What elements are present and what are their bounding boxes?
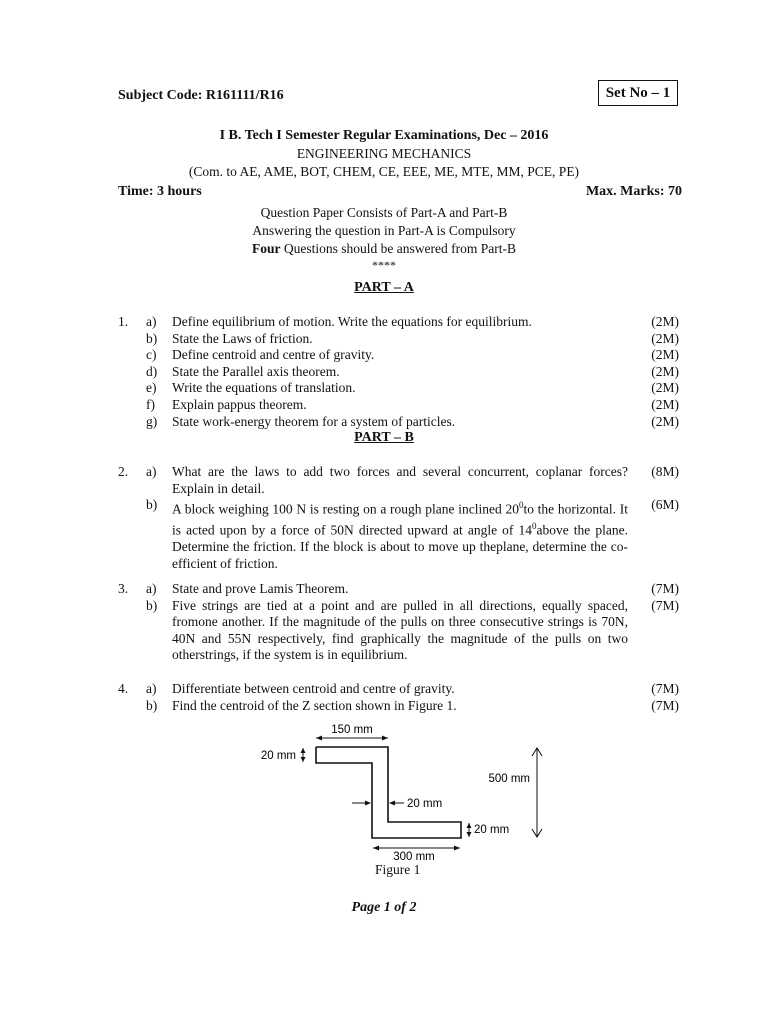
dim-label-web: 20 mm	[407, 798, 443, 810]
question-number: 3.	[118, 581, 129, 596]
arrow-head	[467, 823, 472, 828]
z-section-outline	[316, 747, 461, 838]
arrow-head	[373, 846, 379, 851]
instruction-3-bold: Four	[252, 241, 281, 256]
subject-name: ENGINEERING MECHANICS	[296, 146, 472, 161]
exam-title: I B. Tech I Semester Regular Examinations, Dec – 2016	[219, 128, 549, 143]
item-label: a)	[146, 464, 157, 479]
item-text: Define centroid and centre of gravity.	[172, 347, 375, 362]
item-marks: (2M)	[651, 330, 679, 346]
item-label: b)	[146, 497, 158, 512]
page-number: Page 1 of 2	[351, 900, 417, 915]
arrow-head	[454, 846, 460, 851]
part-a-heading: PART – A	[354, 280, 414, 295]
time-allowed: Time: 3 hours	[118, 184, 202, 199]
item-label: c)	[146, 347, 157, 362]
subject-code: Subject Code: R161111/R16	[118, 88, 284, 103]
item-marks: (2M)	[651, 314, 679, 329]
item-text: Find the centroid of the Z section shown in Figure 1.	[172, 698, 457, 713]
branches-line: (Com. to AE, AME, BOT, CHEM, CE, EEE, ME, MTE, MM, PCE, PE)	[188, 164, 580, 179]
item-marks: (7M)	[651, 681, 679, 696]
max-marks: Max. Marks: 70	[585, 184, 682, 199]
degree-superscript: 0	[518, 500, 524, 510]
dim-label-flange-bottom: 20 mm	[474, 824, 510, 836]
dim-label-top: 150 mm	[331, 724, 373, 736]
item-marks: (2M)	[651, 347, 679, 362]
arrow-head	[316, 736, 322, 741]
dim-label-bottom: 300 mm	[393, 851, 435, 863]
arrow-head	[301, 757, 306, 762]
item-marks: (2M)	[651, 414, 679, 429]
item-text: State and prove Lamis Theorem.	[172, 581, 349, 596]
item-text: Explain pappus theorem.	[172, 397, 307, 412]
item-label: g)	[146, 414, 158, 429]
separator-stars: ****	[372, 258, 396, 272]
arrow-head	[467, 832, 472, 837]
text-segment: to the horizontal. It is acted upon by a force of 50N directed upward at angle of 14	[172, 501, 628, 538]
item-label: b)	[146, 330, 158, 346]
item-label: b)	[146, 698, 158, 713]
item-text: Define equilibrium of motion. Write the equations for equilibrium.	[172, 314, 532, 329]
item-marks: (2M)	[651, 397, 679, 412]
question-number: 1.	[118, 314, 129, 329]
item-text: State the Laws of friction.	[172, 330, 313, 346]
figure-caption: Figure 1	[375, 862, 421, 877]
text-segment: above the plane. Determine the friction. If the block is about to move up theplane, determine the co-efficient of friction.	[172, 522, 628, 571]
arrow-head	[365, 801, 371, 806]
dim-label-height: 500 mm	[488, 773, 530, 785]
text-segment: A block weighing 100 N is resting on a rough plane inclined 20	[172, 501, 519, 517]
arrow-head	[301, 748, 306, 753]
item-marks: (7M)	[651, 698, 679, 713]
item-label: b)	[146, 597, 158, 613]
item-text: State the Parallel axis theorem.	[172, 363, 340, 379]
item-text: Five strings are tied at a point and are pulled in all directions, equally spaced, fromone another. If the magnitude of the pulls on three consecutive strings is 70N, 40N and 55N respectively, find graphically the magnitude of the pulls on two otherstrings, if the system is in equilibrium.	[172, 597, 628, 662]
item-label: a)	[146, 581, 157, 596]
item-text: Write the equations of translation.	[172, 380, 356, 395]
item-marks: (2M)	[651, 380, 679, 395]
set-number-box: Set No – 1	[598, 80, 678, 106]
arrow-head	[389, 801, 395, 806]
arrow-head	[382, 736, 388, 741]
item-marks: (7M)	[651, 597, 679, 613]
instruction-2: Answering the question in Part-A is Compulsory	[252, 223, 516, 238]
item-label: f)	[146, 397, 155, 412]
item-marks: (2M)	[651, 363, 679, 379]
question-number: 4.	[118, 681, 129, 696]
item-marks: (7M)	[651, 581, 679, 596]
item-text: Differentiate between centroid and centre of gravity.	[172, 681, 455, 696]
item-label: a)	[146, 681, 157, 696]
item-label: a)	[146, 314, 157, 329]
item-marks: (8M)	[651, 464, 679, 479]
part-b-heading: PART – B	[354, 430, 414, 445]
question-number: 2.	[118, 464, 129, 479]
item-marks: (6M)	[651, 497, 679, 512]
instruction-3-rest: Questions should be answered from Part-B	[280, 241, 516, 256]
item-text: State work-energy theorem for a system of particles.	[172, 414, 456, 429]
degree-superscript: 0	[531, 521, 537, 531]
item-label: e)	[146, 380, 157, 395]
item-text: What are the laws to add two forces and several concurrent, coplanar forces? Explain in detail.	[172, 464, 628, 496]
item-label: d)	[146, 363, 158, 379]
instruction-1: Question Paper Consists of Part-A and Part-B	[260, 205, 508, 220]
dim-label-flange-top: 20 mm	[260, 750, 296, 762]
